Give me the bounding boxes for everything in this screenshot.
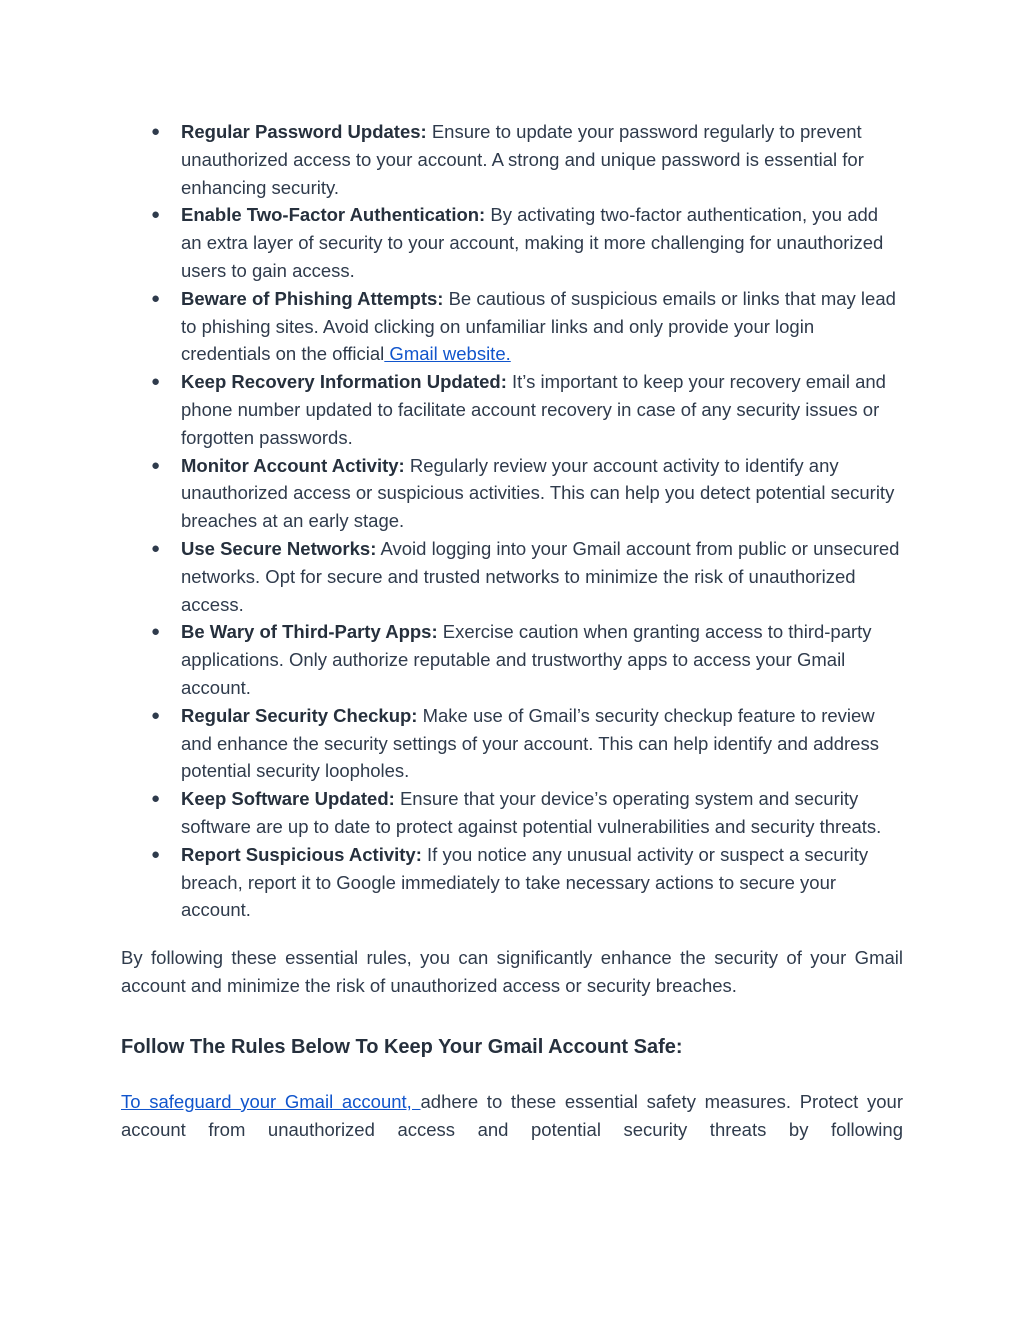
list-item [121,368,903,451]
document-page [121,118,903,1143]
tip-text: Exercise caution when granting access to third-party applications. Only authorize reputable and trustworthy apps to access your Gmail account. [181,621,872,698]
tip-label: Report Suspicious Activity: [181,843,422,865]
bullet-icon: ● [151,790,161,808]
tip-text: Be cautious of suspicious emails or links that may lead to phishing sites. Avoid clicking on unfamiliar links and only provide your login credentials on the official [181,287,896,365]
intro-paragraph [121,1088,903,1144]
list-item [121,618,903,701]
bullet-icon: ● [151,706,161,724]
tip-text: Make use of Gmail’s security checkup feature to review and enhance the security settings of your account. This can help identify and address potential security loopholes. [181,704,879,782]
gmail-website-link[interactable]: Gmail website. [384,343,511,365]
tip-label: Regular Password Updates: [181,121,427,142]
tip-text: If you notice any unusual activity or suspect a security breach, report it to Google immediately to take necessary actions to secure your account. [181,843,869,921]
list-item [121,535,903,618]
tip-text: By activating two-factor authentication, you add an extra layer of security to your account, making it more challenging for unauthorized users to gain access. [181,204,884,281]
list-item [121,285,903,368]
tip-label: Keep Software Updated: [181,788,395,810]
tip-text: Regularly review your account activity to identify any unauthorized access or suspicious activities. This can help you detect potential security breaches at an early stage. [181,454,895,532]
list-item [121,841,903,924]
bullet-icon: ● [151,123,161,140]
tip-text: Ensure to update your password regularly to prevent unauthorized access to your account. A strong and unique password is essential for enhancing security. [181,121,864,198]
tip-label: Enable Two-Factor Authentication: [181,204,486,226]
bullet-icon: ● [151,206,161,224]
security-tips-list [121,118,903,924]
list-item [121,118,903,201]
tip-label: Monitor Account Activity: [181,454,405,476]
bullet-icon: ● [151,456,161,474]
tip-label: Beware of Phishing Attempts: [181,287,444,309]
bullet-icon: ● [151,289,161,307]
list-item [121,201,903,284]
tip-label: Use Secure Networks: [181,537,377,559]
safeguard-account-link[interactable]: To safeguard your Gmail account, [121,1090,421,1112]
bullet-icon: ● [151,623,161,641]
tip-text: Avoid logging into your Gmail account from public or unsecured networks. Opt for secure and trusted networks to minimize the risk of unauthorized access. [181,537,900,615]
tip-label: Regular Security Checkup: [181,704,418,726]
tip-text: It’s important to keep your recovery email and phone number updated to facilitate account recovery in case of any security issues or forgotten passwords. [181,371,886,448]
list-item [121,785,903,841]
intro-text: adhere to these essential safety measures. Protect your account from unauthorized access and potential security threats by following [121,1090,903,1140]
bullet-icon: ● [151,845,161,863]
tip-text: Ensure that your device’s operating system and security software are up to date to protect against potential vulnerabilities and security threats. [181,788,882,837]
list-item [121,452,903,535]
list-item [121,702,903,785]
bullet-icon: ● [151,373,161,391]
bullet-icon: ● [151,539,161,557]
section-heading: Follow The Rules Below To Keep Your Gmail Account Safe: [121,1035,683,1058]
tip-label: Be Wary of Third-Party Apps: [181,621,438,643]
tip-label: Keep Recovery Information Updated: [181,371,507,393]
summary-paragraph: By following these essential rules, you can significantly enhance the security of your Gmail account and minimize the risk of unauthorized access or security breaches. [121,947,903,996]
